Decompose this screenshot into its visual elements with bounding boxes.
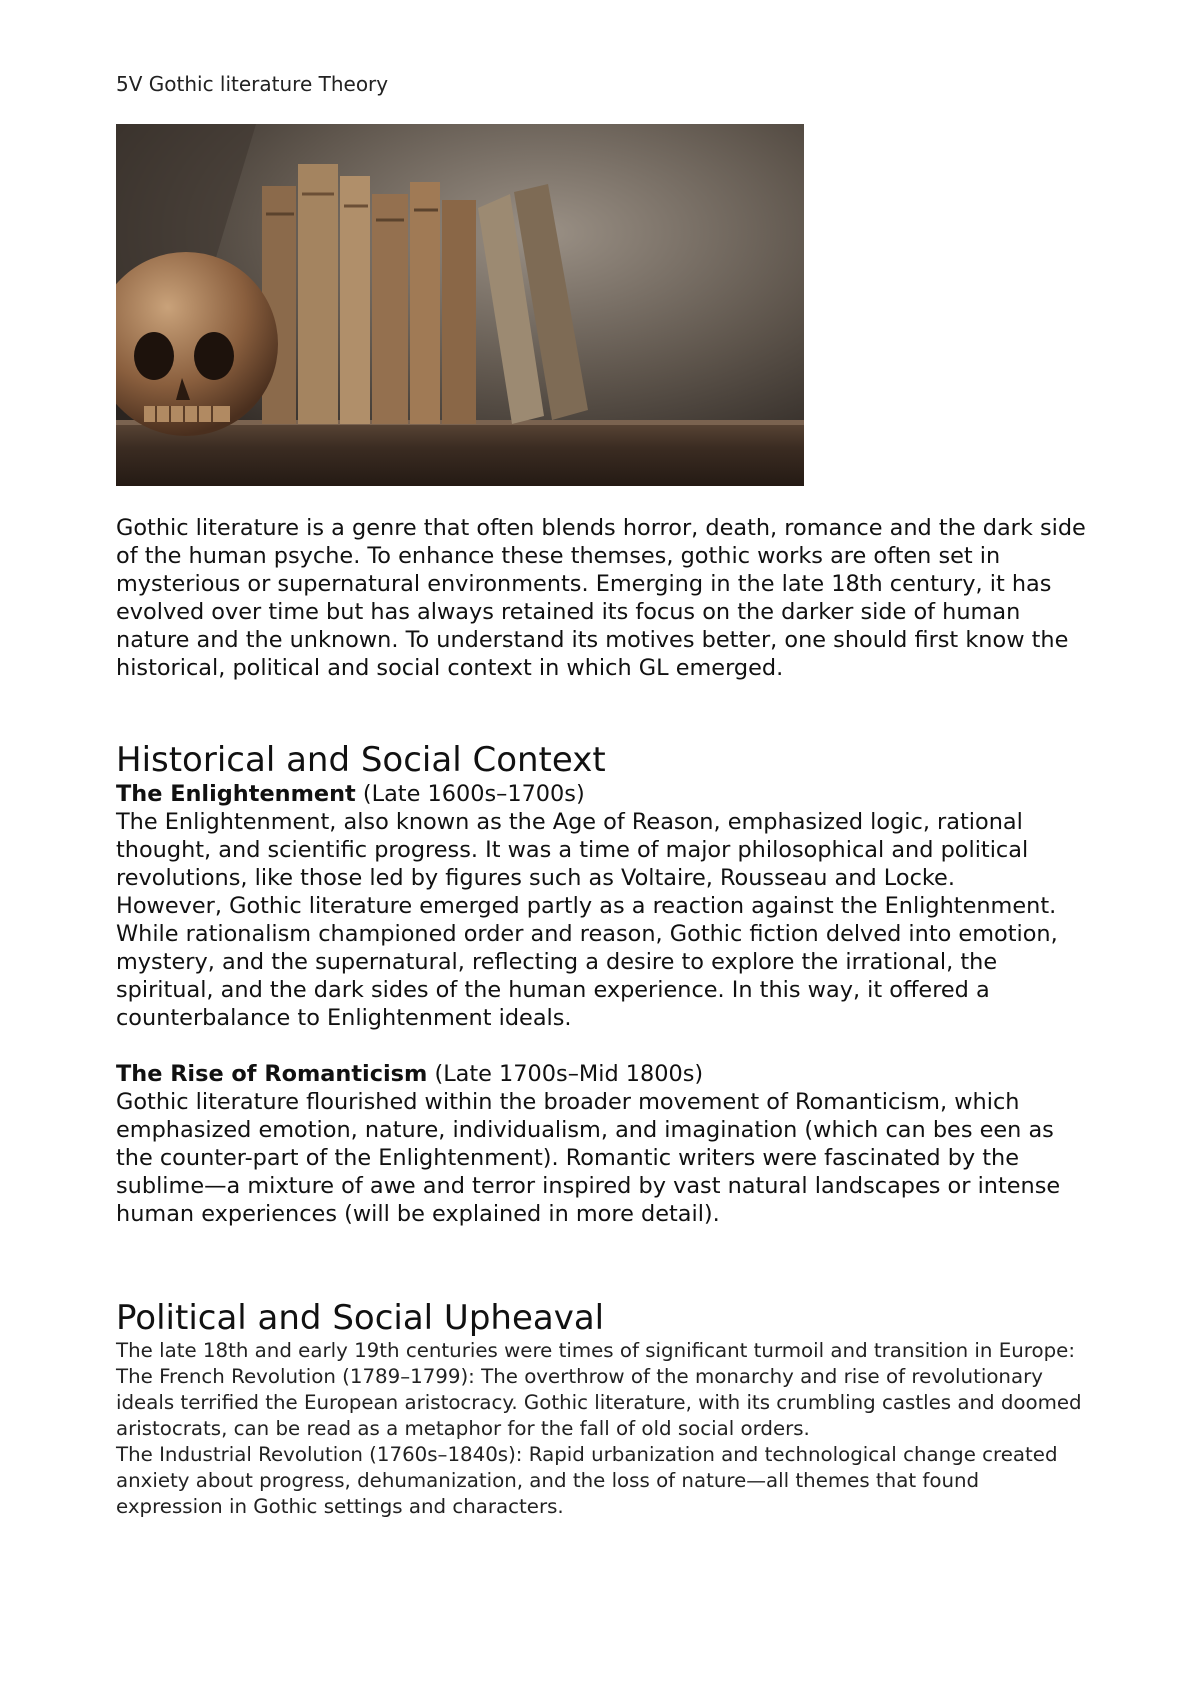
intro-paragraph: Gothic literature is a genre that often blends horror, death, romance and the dark side of the human psyche. To enhance these themses, gothic works are often set in mysterious or supernatural environments. Emerging in the late 18th century, it has evolved over time but has always retained its focus on the darker side of human nature and the unknown. To understand its motives better, one should first know the historical, political and social context in which GL emerged. — [116, 515, 1086, 681]
enlightenment-period: (Late 1600s–1700s) — [362, 781, 585, 807]
spacer — [116, 1032, 1091, 1060]
intro-section — [116, 514, 1091, 682]
romanticism-title: The Rise of Romanticism — [116, 1061, 428, 1087]
enlightenment-paragraph-2: However, Gothic literature emerged partly as a reaction against the Enlightenment. While rationalism championed order and reason, Gothic fiction delved into emotion, mystery, and the supernatural, reflecting a desire to explore the irrational, the spiritual, and the dark sides of the human experience. In this way, it offered a counterbalance to Enlightenment ideals. — [116, 893, 1058, 1031]
section-heading-political: Political and Social Upheaval — [116, 1298, 605, 1338]
enlightenment-paragraph-1: The Enlightenment, also known as the Age of Reason, emphasized logic, rational thought, and scientific progress. It was a time of major philosophical and political revolutions, like those led by figures such as Voltaire, Rousseau and Locke. — [116, 809, 1029, 891]
enlightenment-title: The Enlightenment — [116, 781, 356, 807]
industrial-revolution-paragraph: The Industrial Revolution (1760s–1840s): Rapid urbanization and technological change created anxiety about progress, dehumanization, and the loss of nature—all themes that found expression in Gothic settings and characters. — [116, 1443, 1058, 1518]
french-revolution-paragraph: The French Revolution (1789–1799): The overthrow of the monarchy and rise of revolutionary ideals terrified the European aristocracy. Gothic literature, with its crumbling castles and doomed aristocrats, can be read as a metaphor for the fall of old social orders. — [116, 1365, 1082, 1440]
enlightenment-subheading — [116, 780, 1091, 808]
romanticism-subheading — [116, 1060, 1091, 1088]
document-title: 5V Gothic literature Theory — [116, 72, 389, 96]
political-upheaval-section — [116, 1298, 1091, 1520]
romanticism-period: (Late 1700s–Mid 1800s) — [434, 1061, 704, 1087]
section-heading-historical: Historical and Social Context — [116, 740, 606, 780]
skull-and-books-image — [116, 124, 804, 486]
romanticism-paragraph: Gothic literature flourished within the broader movement of Romanticism, which emphasized emotion, nature, individualism, and imagination (which can bes een as the counter-part of the Enlightenment). Romantic writers were fascinated by the sublime—a mixture of awe and terror inspired by vast natural landscapes or intense human experiences (will be explained in more detail). — [116, 1089, 1061, 1227]
historical-context-section — [116, 740, 1091, 1228]
upheaval-paragraph-1: The late 18th and early 19th centuries were times of significant turmoil and transition in Europe: — [116, 1339, 1075, 1362]
